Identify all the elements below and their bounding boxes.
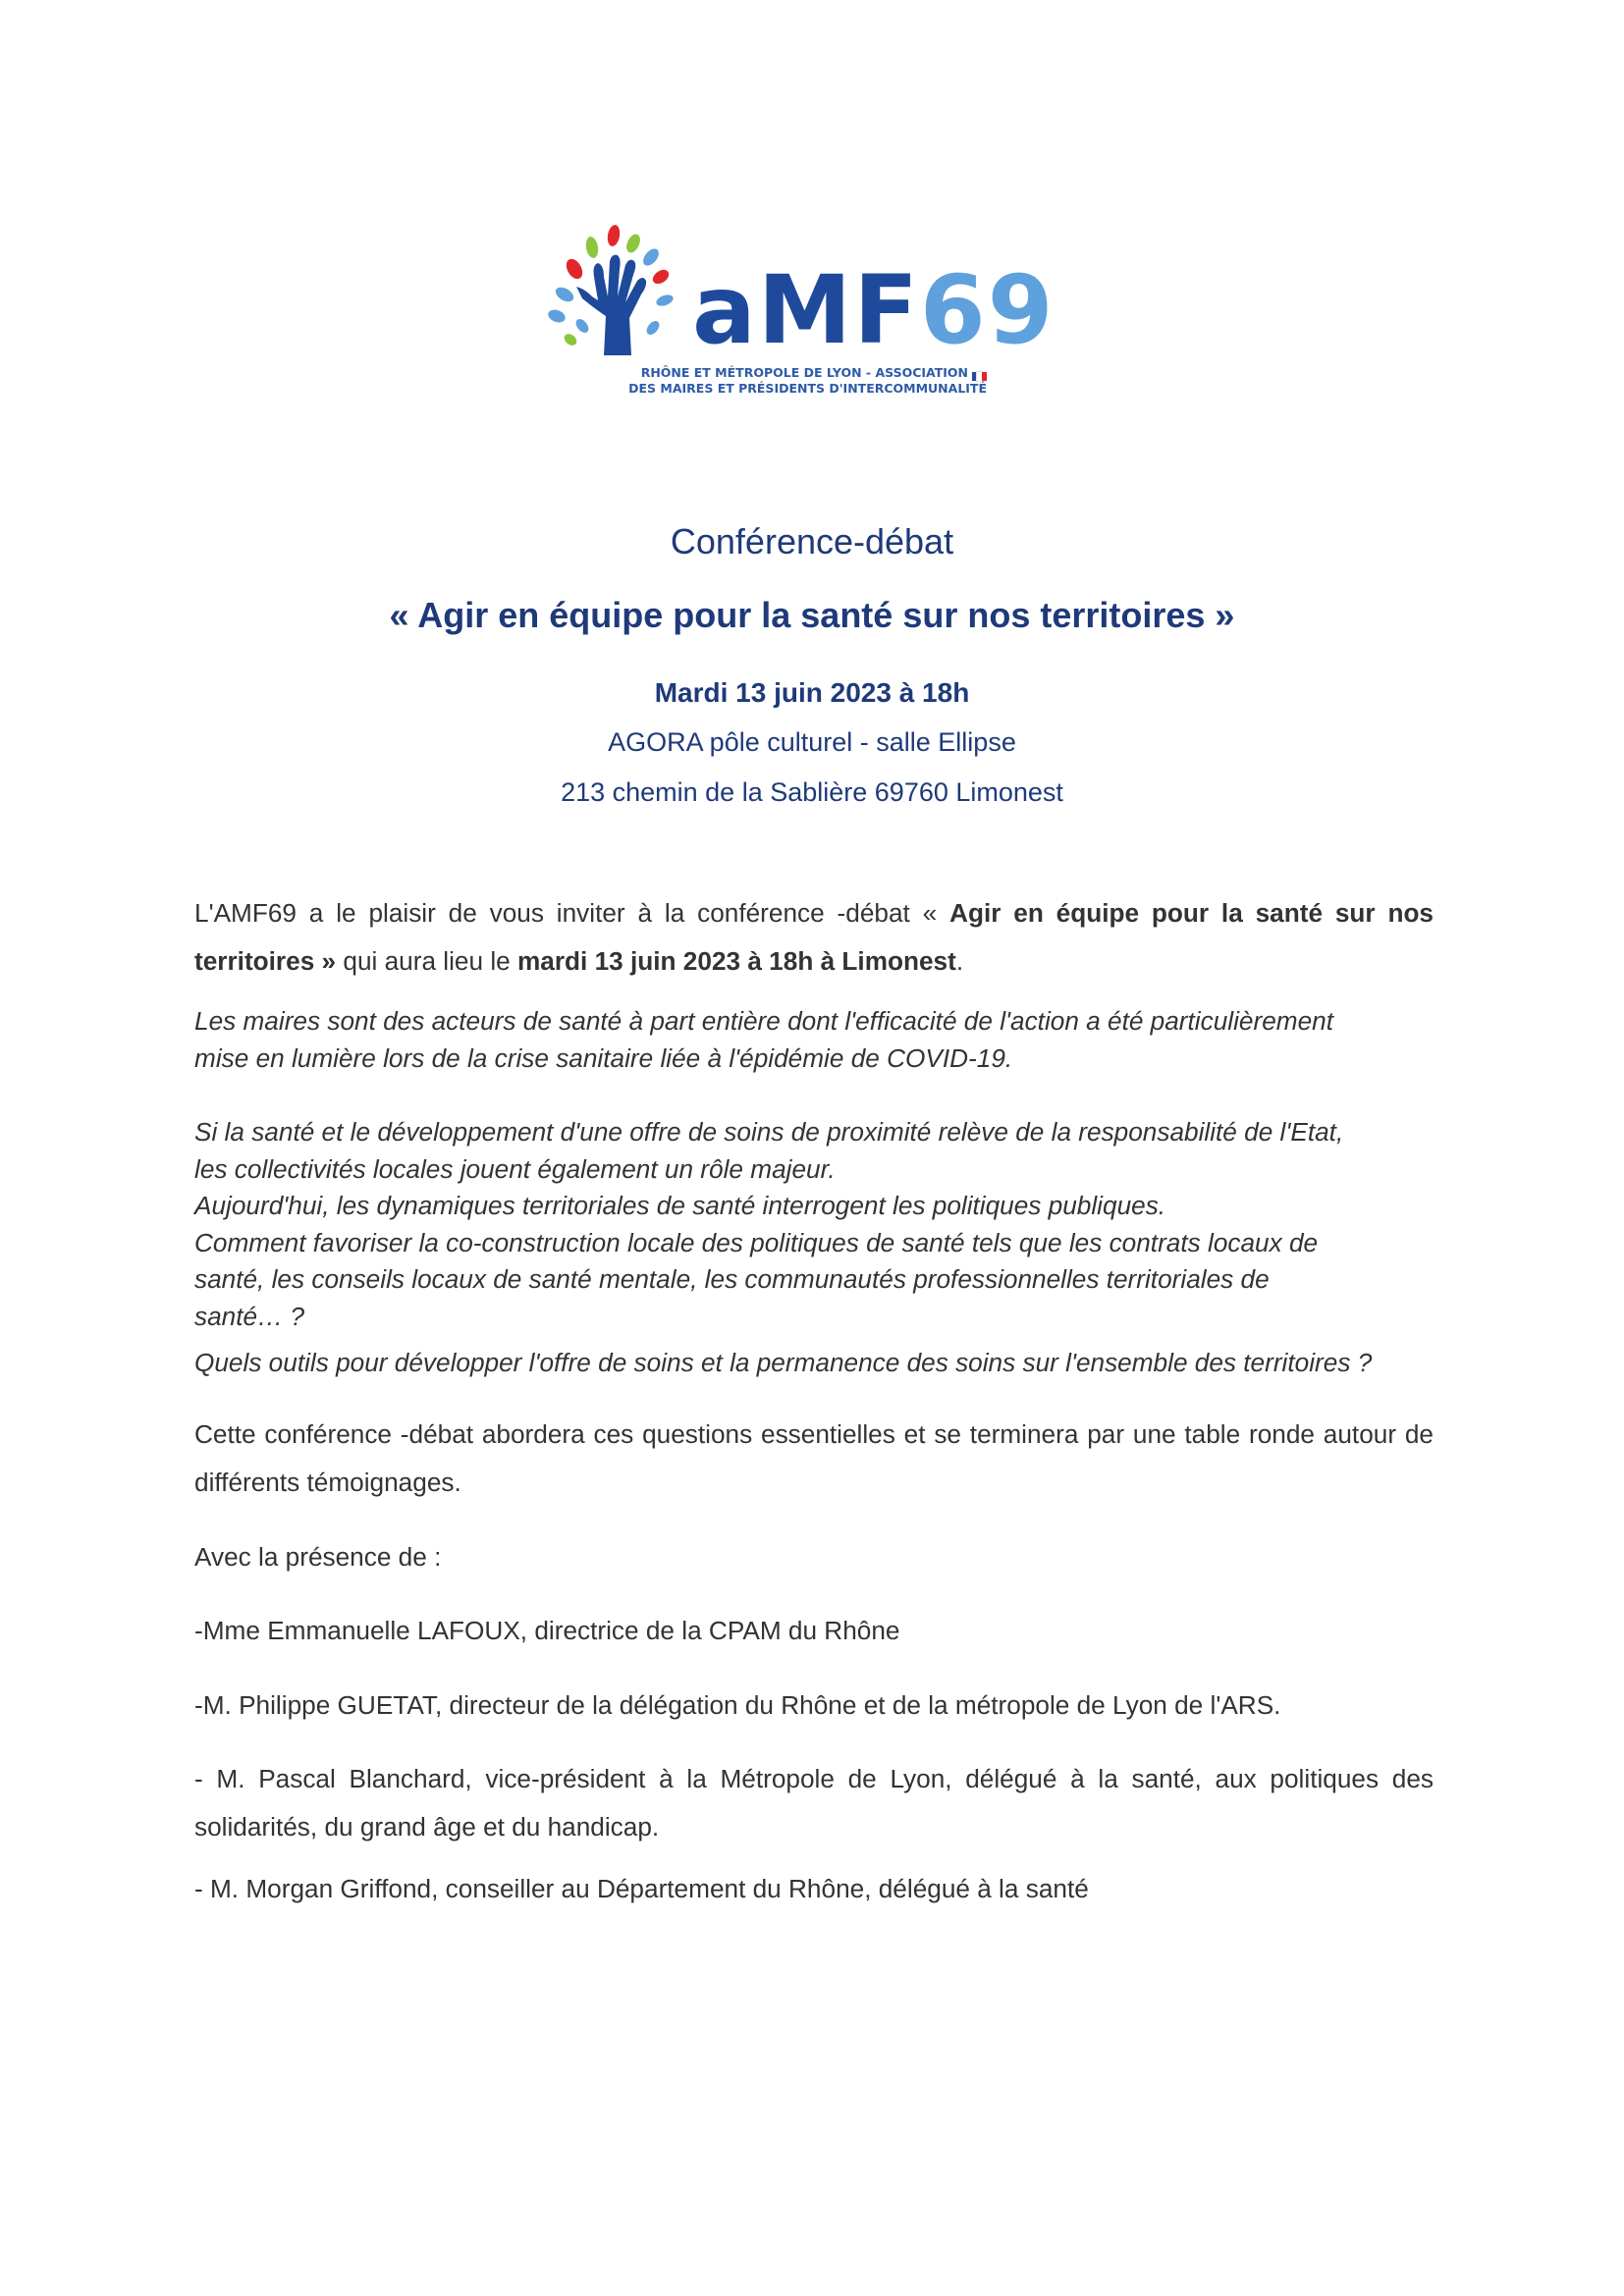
event-date: Mardi 13 juin 2023 à 18h — [654, 677, 970, 708]
intro-text-2: qui aura lieu le — [336, 946, 517, 976]
speaker-item — [194, 1682, 1434, 1730]
speaker-text: - M. Morgan Griffond, conseiller au Département du Rhône, délégué à la santé — [194, 1874, 1089, 1903]
italic-line: les collectivités locales jouent également un rôle majeur. — [194, 1153, 836, 1184]
italic-line: Les maires sont des acteurs de santé à part entière dont l'efficacité de l'action a été particulièrement — [194, 1006, 1333, 1036]
italic-line: Si la santé et le développement d'une offre de soins de proximité relève de la responsabilité de l'Etat, — [194, 1117, 1344, 1147]
italic-block-2 — [194, 1114, 1434, 1335]
speaker-item — [194, 1865, 1434, 1913]
speaker-text: -M. Philippe GUETAT, directeur de la délégation du Rhône et de la métropole de Lyon de l'ARS. — [194, 1690, 1281, 1720]
italic-line: mise en lumière lors de la crise sanitaire liée à l'épidémie de COVID-19. — [194, 1042, 1013, 1073]
speaker-text: -Mme Emmanuelle LAFOUX, directrice de la CPAM du Rhône — [194, 1616, 900, 1645]
speaker-item — [194, 1607, 1434, 1655]
italic-line: Comment favoriser la co-construction locale des politiques de santé tels que les contrats locaux de — [194, 1227, 1319, 1257]
presence-label-text: Avec la présence de : — [194, 1542, 442, 1572]
intro-bold-title: Agir en équipe pour la santé sur nos territoires » — [194, 898, 1434, 976]
event-venue: AGORA pôle culturel - salle Ellipse — [608, 727, 1016, 757]
logo-subtitle-line1: RHÔNE ET MÉTROPOLE DE LYON - ASSOCIATION — [640, 365, 968, 380]
italic-line: santé… ? — [194, 1301, 305, 1331]
speaker-item — [194, 1755, 1434, 1851]
presence-label — [194, 1533, 1434, 1581]
italic-line: santé, les conseils locaux de santé mentale, les communautés professionnelles territoriales de — [194, 1264, 1270, 1294]
event-title: « Agir en équipe pour la santé sur nos territoires » — [389, 595, 1235, 635]
speaker-text: - M. Pascal Blanchard, vice-président à la Métropole de Lyon, délégué à la santé, aux politiques des solidarités, du grand âge et du handicap. — [194, 1764, 1434, 1842]
conclusion-text: Cette conférence -débat abordera ces questions essentielles et se terminera par une table ronde autour de différents témoignages. — [194, 1419, 1434, 1497]
italic-line: Quels outils pour développer l'offre de soins et la permanence des soins sur l'ensemble des territoires ? — [194, 1348, 1373, 1377]
intro-text-1: L'AMF69 a le plaisir de vous inviter à la conférence -débat « — [194, 898, 950, 928]
event-type: Conférence-débat — [670, 521, 954, 561]
logo-word-69: 69 — [919, 255, 1056, 365]
logo-subtitle — [535, 365, 987, 397]
logo-wordmark — [692, 255, 1056, 365]
hand-tree-icon — [535, 218, 702, 365]
event-address: 213 chemin de la Sablière 69760 Limonest — [561, 777, 1063, 807]
italic-line: Aujourd'hui, les dynamiques territoriales de santé interrogent les politiques publiques. — [194, 1191, 1166, 1220]
italic-block-3 — [194, 1345, 1434, 1382]
logo-word-amf: aMF — [692, 255, 920, 365]
logo-subtitle-line2: DES MAIRES ET PRÉSIDENTS D'INTERCOMMUNALITÉ — [628, 381, 987, 396]
intro-text-3: . — [955, 946, 964, 976]
conclusion-paragraph — [194, 1411, 1434, 1507]
amf69-logo — [535, 218, 1105, 404]
italic-block-1 — [194, 1003, 1434, 1077]
intro-paragraph — [194, 889, 1434, 986]
intro-bold-date: mardi 13 juin 2023 à 18h à Limonest — [517, 946, 956, 976]
french-flag-icon — [972, 369, 987, 378]
